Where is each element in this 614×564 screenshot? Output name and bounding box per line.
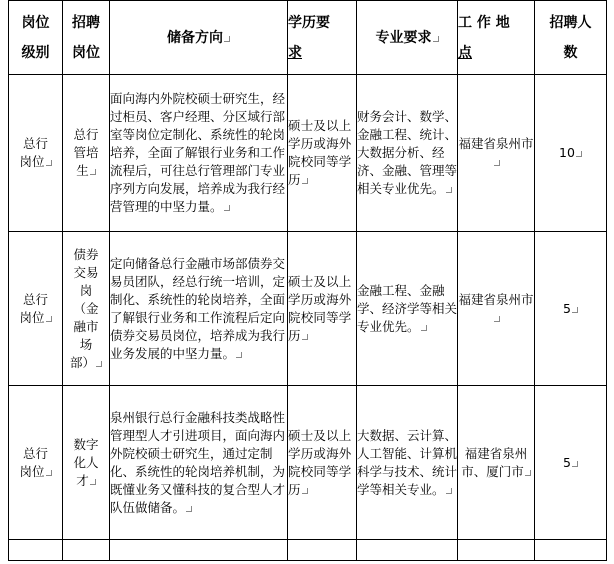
empty-cell [9, 540, 63, 561]
header-position: 招聘 岗位 [63, 1, 110, 75]
header-count: 招聘人 数 [535, 1, 607, 75]
count-cell: 5 [535, 386, 607, 540]
education-cell: 硕士及以上学历或海外院校同等学历 [288, 386, 357, 540]
header-level: 岗位 级别 [9, 1, 63, 75]
empty-cell [288, 540, 357, 561]
direction-cell: 定向储备总行金融市场部债券交易员团队，经总行统一培训，定制化、系统性的轮岗培养，全面了解银行业务和工作流程后定向债券交易员岗位，培养成为我行业务发展的中坚力量。 [110, 232, 288, 386]
empty-cell [535, 540, 607, 561]
location-cell: 福建省泉州市 [458, 75, 535, 232]
empty-cell [63, 540, 110, 561]
empty-cell [110, 540, 288, 561]
direction-cell: 泉州银行总行金融科技类战略性管理型人才引进项目，面向海内外院校硕士研究生，通过定制化、系统性的轮岗培养机制，为既懂业务又懂科技的复合型人才队伍做储备。 [110, 386, 288, 540]
table-row [9, 75, 607, 232]
position-cell: 债券 交易 岗 （金 融市 场 部） [63, 232, 110, 386]
recruitment-table [8, 0, 607, 561]
location-cell: 福建省泉州市 [458, 232, 535, 386]
header-education: 学历要 求 [288, 1, 357, 75]
level-cell: 总行 岗位 [9, 75, 63, 232]
table-row [9, 232, 607, 386]
education-cell: 硕士及以上学历或海外院校同等学历 [288, 232, 357, 386]
direction-cell: 面向海内外院校硕士研究生，经过柜员、客户经理、分区域行部室等岗位定制化、系统性的轮岗培养，全面了解银行业务和工作流程后，可往总行管理部门专业序列方向发展，培养成为我行经营管理的中坚力量。 [110, 75, 288, 232]
major-cell: 大数据、云计算、人工智能、计算机科学与技术、统计学等相关专业。 [357, 386, 458, 540]
table-row [9, 386, 607, 540]
education-cell: 硕士及以上学历或海外院校同等学历 [288, 75, 357, 232]
position-cell: 总行 管培 生 [63, 75, 110, 232]
header-location: 工 作 地 点 [458, 1, 535, 75]
header-row [9, 1, 607, 75]
count-cell: 10 [535, 75, 607, 232]
header-direction: 储备方向 [110, 1, 288, 75]
major-cell: 财务会计、数学、金融工程、统计、大数据分析、经济、金融、管理等相关专业优先。 [357, 75, 458, 232]
position-cell: 数字 化人 才 [63, 386, 110, 540]
location-cell: 福建省泉州市、厦门市 [458, 386, 535, 540]
level-cell: 总行 岗位 [9, 232, 63, 386]
empty-cell [357, 540, 458, 561]
table-row-partial [9, 540, 607, 561]
header-major: 专业要求 [357, 1, 458, 75]
major-cell: 金融工程、金融学、经济学等相关专业优先。 [357, 232, 458, 386]
level-cell: 总行 岗位 [9, 386, 63, 540]
empty-cell [458, 540, 535, 561]
count-cell: 5 [535, 232, 607, 386]
